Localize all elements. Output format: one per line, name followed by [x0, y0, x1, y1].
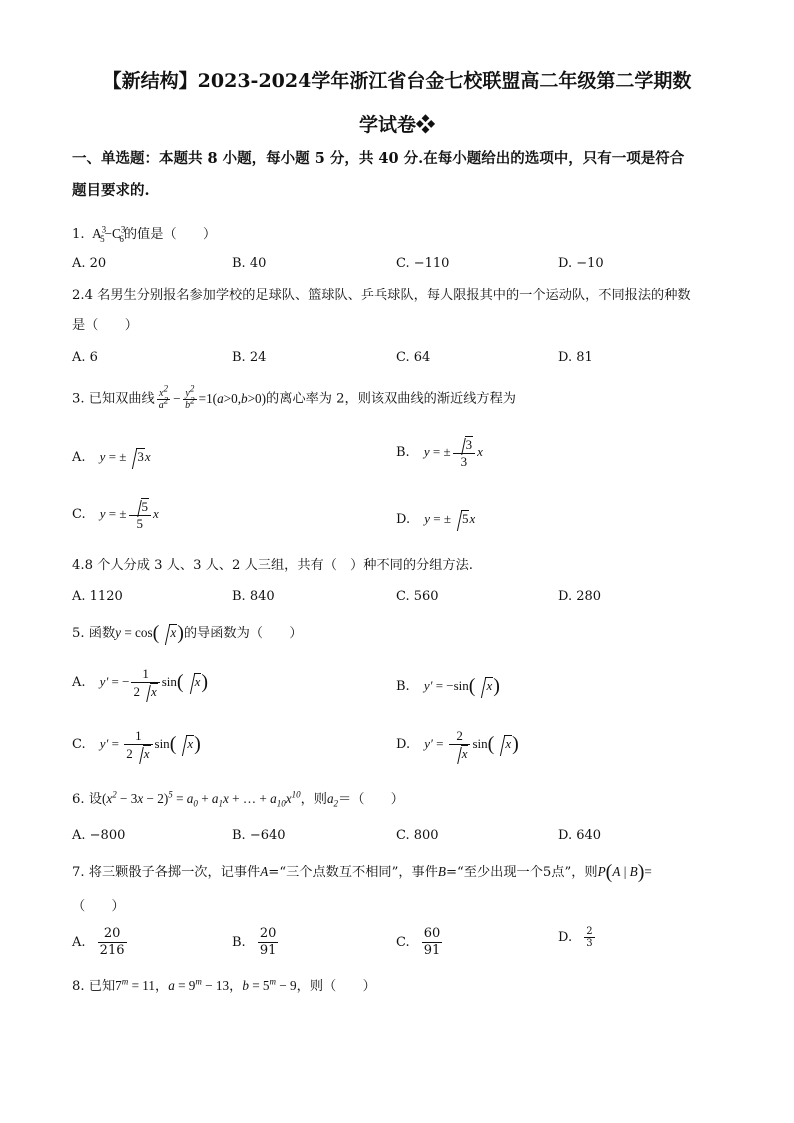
q3-option-a[interactable]: A. y = ± 3x	[72, 449, 151, 465]
q5-option-d[interactable]: D. y′ = $\frac{2}{x}$ sin( x)	[396, 728, 519, 761]
section-heading-continued: 题目要求的.	[72, 182, 150, 199]
q7-option-b[interactable]: B. $\frac{20}{91}$	[232, 926, 277, 958]
q7-option-a[interactable]: A. $\frac{20}{216}$	[72, 926, 125, 958]
q5-option-c[interactable]: C. y′ = $\frac{1}{2 x}$ sin( x)	[72, 728, 201, 761]
q3-option-d[interactable]: D. y = ± 5x	[396, 511, 476, 527]
q6-expansion-formula: $(x^2 - 3x - 2)^5 = a_0 + a_1x$ + … + $a_{10}x^{10}$	[101, 789, 301, 809]
question-3: 3. 已知双曲线 $\frac{x^2}{a^2}$ − $\frac{y^2}{b^2}$ =1(a>0,b>0)的离心率为 2，则该双曲线的渐近线方程为	[72, 383, 516, 411]
question-7: 7. 将三颗骰子各掷一次，记事件A=“三个点数互不相同”，事件B=“至少出现一个5点”，则P(A | B)=	[72, 861, 652, 883]
q7-option-c[interactable]: C. $\frac{60}{91}$	[396, 926, 441, 958]
question-5: 5. 函数y = cos( x)的导函数为（ ）	[72, 622, 303, 644]
question-8: 8. 已知$7^m = 11$，$a = 9^m - 13$，$b = 5^m - 9$，则（ ）	[72, 976, 376, 994]
question-6: 6. 设$(x^2 - 3x - 2)^5 = a_0 + a_1x$ + … + $a_{10}x^{10}$，则$a_2=$（ ）	[72, 789, 404, 809]
q2-option-c[interactable]: C. 64	[396, 350, 431, 365]
q3-option-c[interactable]: C. y = ± $\frac{5}{5}$ x	[72, 499, 159, 531]
q6-option-b[interactable]: B. −640	[232, 828, 286, 843]
q7-option-d[interactable]: D. $\frac{2}{3}$	[558, 926, 593, 949]
q6-option-c[interactable]: C. 800	[396, 828, 439, 843]
q7-probability-formula: P(A | B)=	[597, 861, 652, 883]
section-heading: 一、单选题：本题共 8 小题，每小题 5 分，共 40 分.在每小题给出的选项中，只有一项是符合	[72, 150, 685, 167]
q1-formula: $A^3_5-C^3_6$	[88, 224, 126, 244]
q2-option-a[interactable]: A. 6	[72, 350, 98, 365]
q4-option-d[interactable]: D. 280	[558, 589, 602, 604]
question-1: 1. $A^3_5-C^3_6$的值是（ ）	[72, 224, 217, 244]
q2-option-b[interactable]: B. 24	[232, 350, 267, 365]
q4-option-a[interactable]: A. 1120	[72, 589, 123, 604]
q6-option-d[interactable]: D. 640	[558, 828, 602, 843]
question-7-continued: （ ）	[72, 899, 125, 914]
q1-option-a[interactable]: A. 20	[72, 256, 107, 271]
q5-function-formula: y = cos( x)	[115, 622, 184, 644]
q5-option-b[interactable]: B. y′ = −sin( x)	[396, 675, 500, 697]
q2-option-d[interactable]: D. 81	[558, 350, 593, 365]
page-title-continued: 学试卷❖	[358, 114, 435, 136]
q8-conditions-formula: $7^m = 11$，$a = 9^m - 13$，$b = 5^m - 9$	[115, 976, 297, 993]
q5-option-a[interactable]: A. y′ = − $\frac{1}{2 x}$ sin( x)	[72, 666, 209, 699]
q1-option-d[interactable]: D. −10	[558, 256, 604, 271]
question-2-continued: 是（ ）	[72, 318, 138, 333]
q4-option-b[interactable]: B. 840	[232, 589, 275, 604]
q1-option-b[interactable]: B. 40	[232, 256, 267, 271]
q1-option-c[interactable]: C. −110	[396, 256, 450, 271]
question-2: 2.4 名男生分别报名参加学校的足球队、篮球队、乒乓球队，每人限报其中的一个运动队，不同报法的种数	[72, 288, 691, 303]
page-title: 【新结构】2023-2024学年浙江省台金七校联盟高二年级第二学期数	[102, 70, 692, 92]
question-4: 4.8 个人分成 3 人、3 人、2 人三组，共有（ ）种不同的分组方法.	[72, 558, 473, 573]
q3-option-b[interactable]: B. y = ± $\frac{3}{3}$ x	[396, 437, 483, 469]
q6-option-a[interactable]: A. −800	[72, 828, 126, 843]
q3-hyperbola-formula: $\frac{x^2}{a^2}$ − $\frac{y^2}{b^2}$ =1(a>0,b>0)	[158, 383, 267, 411]
q4-option-c[interactable]: C. 560	[396, 589, 439, 604]
